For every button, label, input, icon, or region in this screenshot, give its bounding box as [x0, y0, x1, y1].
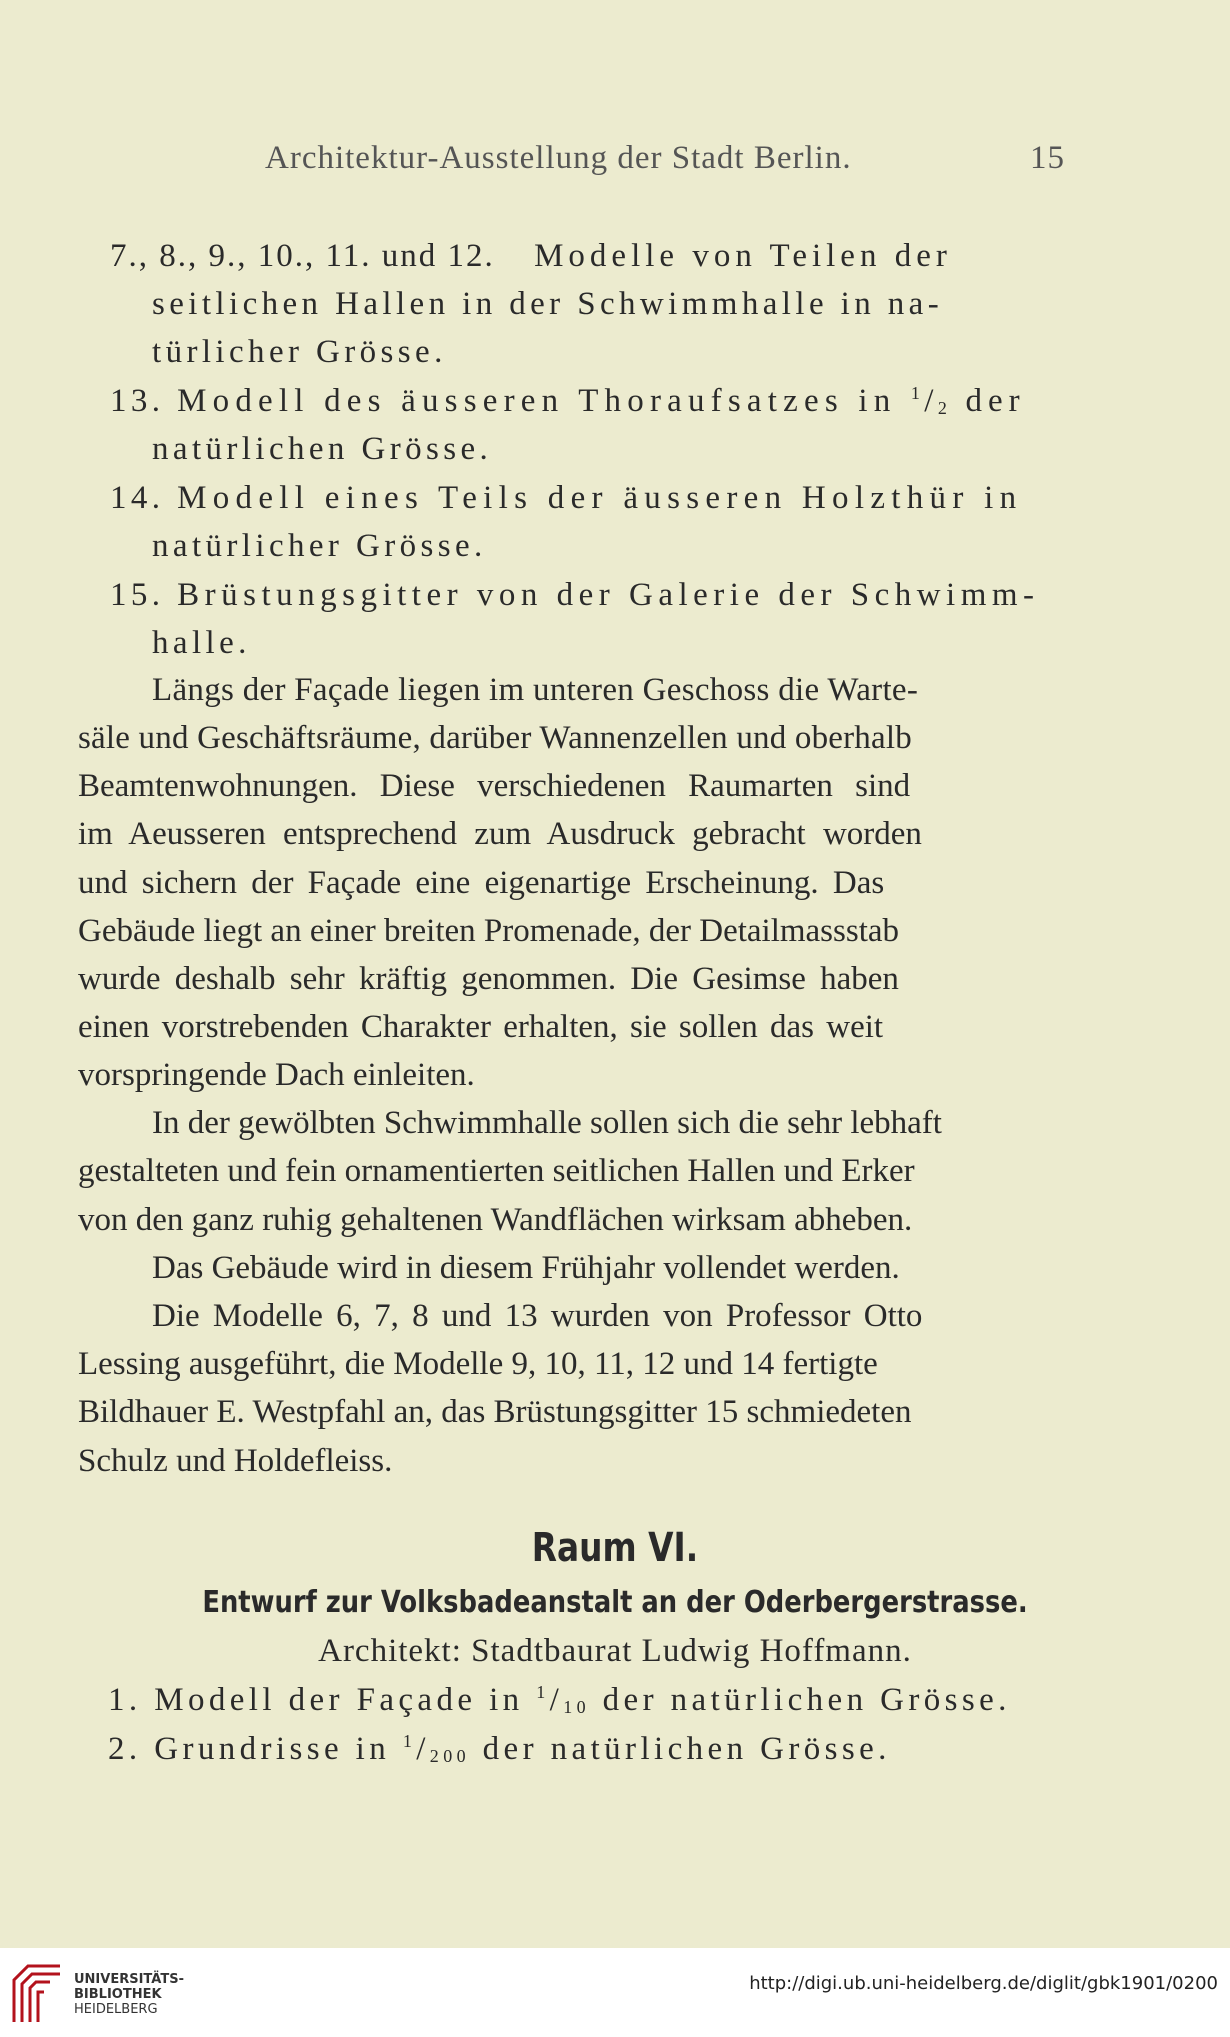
architect-line: Architekt: Stadtbaurat Ludwig Hoffmann.: [318, 1633, 912, 1669]
list-text: Grundrisse in: [154, 1731, 403, 1767]
list-item-14: [110, 480, 1022, 517]
list-item-15: [110, 577, 1040, 614]
logo-line: UNIVERSITÄTS-: [74, 1972, 184, 1987]
list-index: 14.: [110, 480, 165, 516]
logo-line: HEIDELBERG: [74, 2002, 158, 2017]
paragraph-line: Beamtenwohnungen. Diese verschiedenen Raumarten sind: [78, 768, 911, 804]
list-index: 15.: [110, 577, 165, 613]
page-number: 15: [1030, 140, 1065, 176]
paragraph-line: vorspringende Dach einleiten.: [78, 1057, 475, 1093]
paragraph-line: im Aeusseren entsprechend zum Ausdruck gebracht worden: [78, 816, 922, 852]
paragraph-line: wurde deshalb sehr kräftig genommen. Die Gesimse haben: [78, 961, 899, 997]
list-item-2: 2. Grundrisse in $^1$/200 der natürlichen Grösse.: [108, 1731, 891, 1767]
paragraph-line: Längs der Façade liegen im unteren Geschoss die Warte-: [152, 672, 919, 708]
paragraph-line: Bildhauer E. Westpfahl an, das Brüstungsgitter 15 schmiedeten: [78, 1394, 912, 1430]
fraction-denominator: 200: [429, 1746, 470, 1766]
list-index: 7., 8., 9., 10., 11. und 12.: [110, 238, 495, 274]
paragraph-line: Das Gebäude wird in diesem Frühjahr vollendet werden.: [152, 1250, 900, 1286]
list-text: Brüstungsgitter von der Galerie der Schwimm-: [177, 577, 1040, 613]
list-text: Modell eines Teils der äusseren Holzthür in: [177, 480, 1023, 516]
list-text: der natürlichen Grösse.: [470, 1731, 891, 1767]
fraction-numerator: 1: [910, 383, 925, 403]
paragraph-line: und sichern der Façade eine eigenartige Erscheinung. Das: [78, 865, 885, 901]
list-index: 1.: [108, 1682, 142, 1718]
fraction-numerator: 1: [402, 1731, 417, 1751]
list-line: seitlichen Hallen in der Schwimmhalle in na-: [152, 286, 944, 322]
paragraph-line: säle und Geschäftsräume, darüber Wannenzellen und oberhalb: [78, 720, 912, 756]
list-line: halle.: [152, 625, 251, 661]
header-title: Architektur-Ausstellung der Stadt Berlin.: [265, 140, 852, 176]
list-line: natürlicher Grösse.: [152, 528, 487, 564]
list-line: natürlichen Grösse.: [152, 431, 493, 467]
list-item-13: 13. Modell des äusseren Thoraufsatzes in $^1$/2 der: [110, 383, 1026, 419]
paragraph-line: Schulz und Holdefleiss.: [78, 1443, 393, 1479]
paragraph-line: Lessing ausgeführt, die Modelle 9, 10, 11, 12 und 14 fertigte: [78, 1346, 878, 1382]
list-index: 2.: [108, 1731, 142, 1767]
list-text: Modell der Façade in: [154, 1682, 537, 1718]
logo-line: BIBLIOTHEK: [74, 1987, 162, 2002]
permalink-url[interactable]: http://digi.ub.uni-heidelberg.de/diglit/gbk1901/0200: [749, 1973, 1218, 1994]
list-line: türlicher Grösse.: [152, 334, 447, 370]
paragraph-line: von den ganz ruhig gehaltenen Wandflächen wirksam abheben.: [78, 1202, 913, 1238]
list-text: der: [951, 383, 1026, 419]
running-header: [0, 140, 1230, 190]
fraction-numerator: 1: [536, 1682, 550, 1702]
section-subheading: Entwurf zur Volksbadeanstalt an der Oderbergerstrasse.: [202, 1585, 1028, 1620]
paragraph-line: einen vorstrebenden Charakter erhalten, sie sollen das weit: [78, 1009, 884, 1045]
list-item-7-12: [110, 238, 952, 275]
library-name: [74, 1972, 184, 2017]
list-text: Modelle von Teilen der: [534, 238, 952, 274]
library-logo-icon[interactable]: [10, 1962, 64, 2026]
list-text: der natürlichen Grösse.: [590, 1682, 1011, 1718]
section-heading: Raum VI.: [531, 1525, 699, 1571]
list-index: 13.: [110, 383, 165, 419]
paragraph-line: gestalteten und fein ornamentierten seitlichen Hallen und Erker: [78, 1153, 915, 1189]
paragraph-line: Die Modelle 6, 7, 8 und 13 wurden von Professor Otto: [152, 1298, 923, 1334]
list-item-1: 1. Modell der Façade in $^1$/10 der natürlichen Grösse.: [108, 1682, 1011, 1718]
paragraph-line: In der gewölbten Schwimmhalle sollen sich die sehr lebhaft: [152, 1105, 942, 1141]
viewer-footer: [0, 1948, 1230, 2037]
paragraph-line: Gebäude liegt an einer breiten Promenade, der Detailmassstab: [78, 913, 900, 949]
fraction-denominator: 2: [937, 398, 952, 418]
list-text: Modell des äusseren Thoraufsatzes in: [177, 383, 911, 419]
fraction-denominator: 10: [563, 1697, 590, 1717]
